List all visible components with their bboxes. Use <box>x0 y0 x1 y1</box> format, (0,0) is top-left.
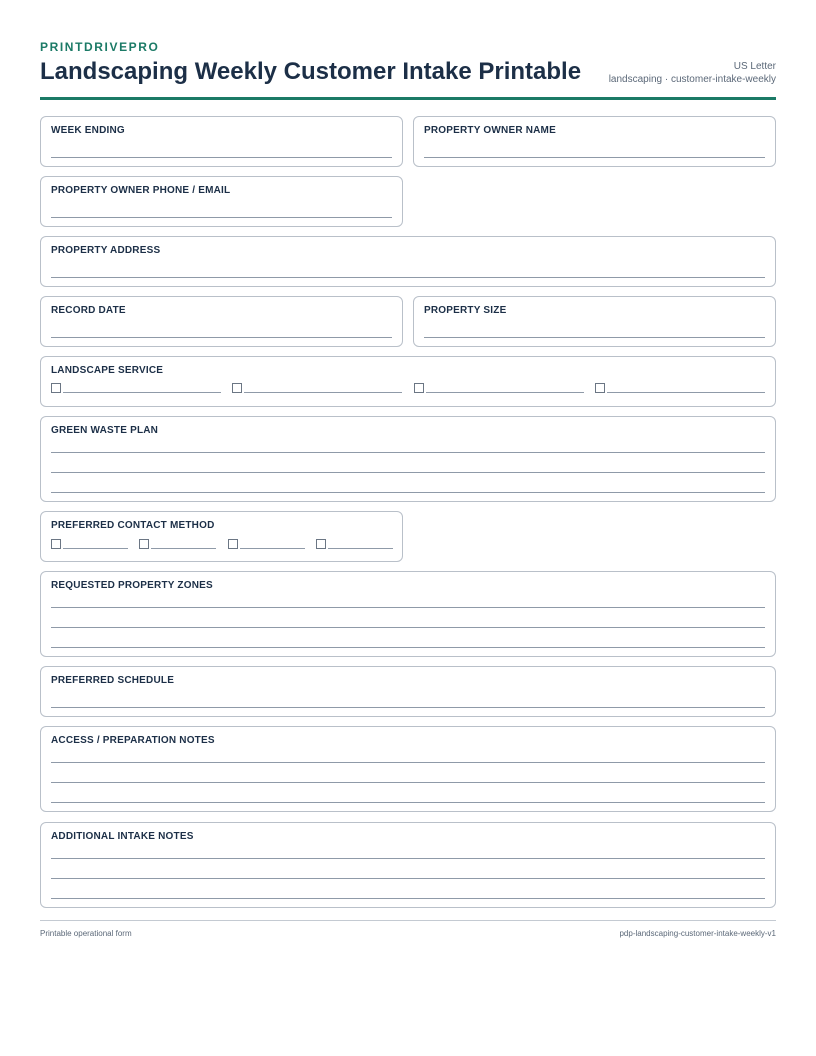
week-ending-input[interactable] <box>51 157 392 158</box>
green-waste-plan-line-2[interactable] <box>51 472 765 473</box>
additional-intake-notes-label: ADDITIONAL INTAKE NOTES <box>51 831 194 842</box>
checkbox[interactable] <box>228 539 238 549</box>
preferred-schedule-input[interactable] <box>51 707 765 708</box>
paper-size: US Letter <box>733 61 776 72</box>
additional-notes-line-2[interactable] <box>51 878 765 879</box>
landscape-service-option-3[interactable] <box>414 383 584 393</box>
property-address-label: PROPERTY ADDRESS <box>51 245 161 256</box>
requested-property-zones-field <box>40 571 776 657</box>
property-owner-contact-label: PROPERTY OWNER PHONE / EMAIL <box>51 185 231 196</box>
week-ending-field <box>40 116 403 167</box>
additional-notes-line-1[interactable] <box>51 858 765 859</box>
checkbox[interactable] <box>595 383 605 393</box>
preferred-schedule-field <box>40 666 776 717</box>
green-waste-plan-field <box>40 416 776 502</box>
property-address-field <box>40 236 776 287</box>
property-owner-contact-input[interactable] <box>51 217 392 218</box>
brand-name: PRINTDRIVEPRO <box>40 40 160 54</box>
contact-method-option-4[interactable] <box>316 539 393 549</box>
record-date-field <box>40 296 403 347</box>
property-owner-contact-field <box>40 176 403 227</box>
contact-method-option-3[interactable] <box>228 539 305 549</box>
access-preparation-notes-label: ACCESS / PREPARATION NOTES <box>51 735 215 746</box>
header-divider <box>40 97 776 100</box>
access-notes-line-1[interactable] <box>51 762 765 763</box>
green-waste-plan-label: GREEN WASTE PLAN <box>51 425 159 436</box>
access-notes-line-2[interactable] <box>51 782 765 783</box>
requested-property-zones-label: REQUESTED PROPERTY ZONES <box>51 580 213 591</box>
property-size-field <box>413 296 776 347</box>
checkbox[interactable] <box>51 539 61 549</box>
access-notes-line-3[interactable] <box>51 802 765 803</box>
preferred-contact-method-label: PREFERRED CONTACT METHOD <box>51 520 215 531</box>
property-zones-line-1[interactable] <box>51 607 765 608</box>
footer-divider <box>40 920 776 921</box>
additional-notes-line-3[interactable] <box>51 898 765 899</box>
property-size-input[interactable] <box>424 337 765 338</box>
page-title: Landscaping Weekly Customer Intake Printable <box>40 58 582 85</box>
contact-method-option-2[interactable] <box>139 539 216 549</box>
document-meta <box>609 60 776 86</box>
preferred-schedule-label: PREFERRED SCHEDULE <box>51 675 175 686</box>
checkbox[interactable] <box>51 383 61 393</box>
landscape-service-field <box>40 356 776 407</box>
green-waste-plan-line-3[interactable] <box>51 492 765 493</box>
checkbox[interactable] <box>316 539 326 549</box>
preferred-contact-method-field <box>40 511 403 562</box>
property-owner-name-field <box>413 116 776 167</box>
week-ending-label: WEEK ENDING <box>51 125 125 136</box>
green-waste-plan-line-1[interactable] <box>51 452 765 453</box>
landscape-service-option-2[interactable] <box>232 383 402 393</box>
record-date-input[interactable] <box>51 337 392 338</box>
property-address-input[interactable] <box>51 277 765 278</box>
landscape-service-label: LANDSCAPE SERVICE <box>51 365 164 376</box>
property-owner-name-label: PROPERTY OWNER NAME <box>424 125 556 136</box>
landscape-service-option-1[interactable] <box>51 383 221 393</box>
checkbox[interactable] <box>414 383 424 393</box>
document-slug: landscaping · customer-intake-weekly <box>608 74 776 85</box>
contact-method-option-1[interactable] <box>51 539 128 549</box>
checkbox[interactable] <box>232 383 242 393</box>
landscape-service-option-4[interactable] <box>595 383 765 393</box>
checkbox[interactable] <box>139 539 149 549</box>
property-zones-line-2[interactable] <box>51 627 765 628</box>
property-owner-name-input[interactable] <box>424 157 765 158</box>
form-id: pdp-landscaping-customer-intake-weekly-v1 <box>619 929 776 938</box>
property-zones-line-3[interactable] <box>51 647 765 648</box>
additional-intake-notes-field <box>40 822 776 908</box>
record-date-label: RECORD DATE <box>51 305 126 316</box>
property-size-label: PROPERTY SIZE <box>424 305 507 316</box>
access-preparation-notes-field <box>40 726 776 812</box>
footer-caption: Printable operational form <box>40 929 132 938</box>
